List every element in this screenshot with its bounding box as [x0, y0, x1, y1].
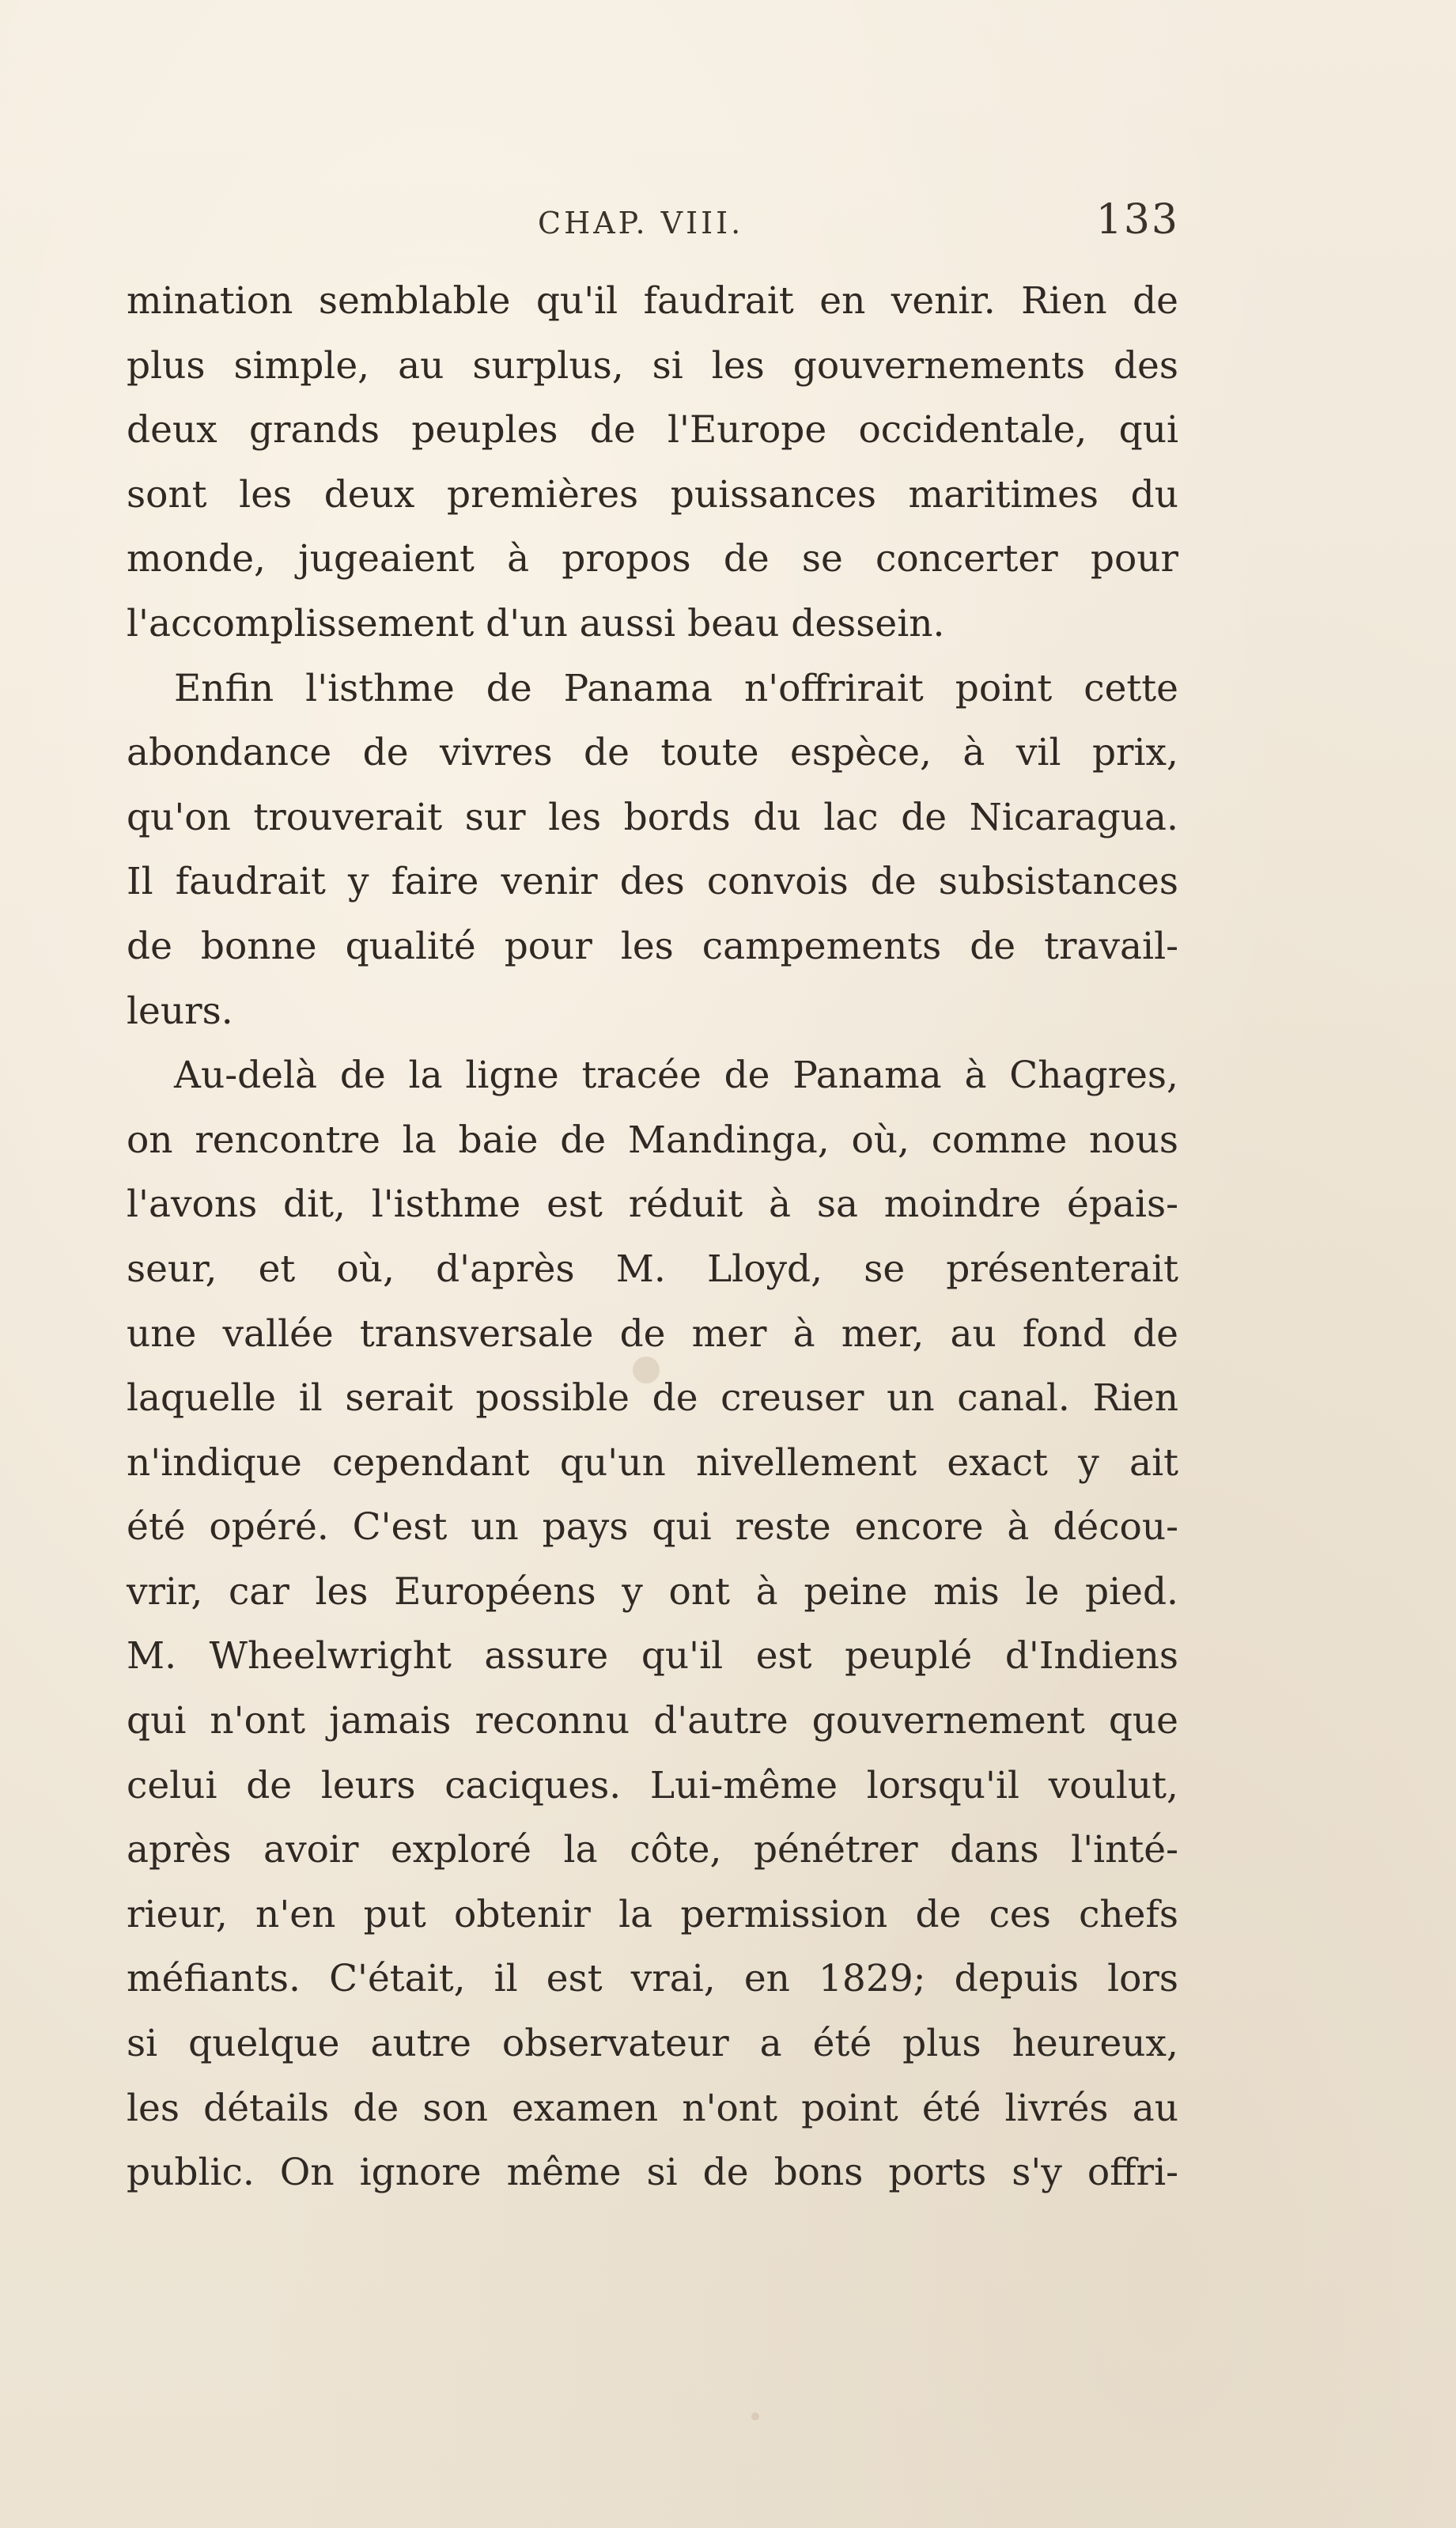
paragraph-start-line: Au-delà de la ligne tracée de Panama à Chagres, — [174, 1054, 1178, 1098]
text-line: les détails de son examen n'ont point été livrés au — [127, 2086, 1178, 2130]
text-line: une vallée transversale de mer à mer, au fond de — [127, 1311, 1178, 1356]
text-line: après avoir exploré la côte, pénétrer dans l'inté- — [127, 1828, 1178, 1872]
text-line: seur, et où, d'après M. Lloyd, se présenterait — [127, 1247, 1178, 1291]
text-line: leurs. — [127, 989, 233, 1033]
text-line: qui n'ont jamais reconnu d'autre gouvernement que — [127, 1699, 1178, 1743]
text-line: public. On ignore même si de bons ports s'y offri- — [127, 2151, 1178, 2195]
paragraph-start-line: Enfin l'isthme de Panama n'offrirait point cette — [174, 666, 1178, 710]
running-title: CHAP. VIII. — [538, 206, 744, 240]
text-line: sont les deux premières puissances maritimes du — [127, 472, 1178, 517]
text-line: plus simple, au surplus, si les gouvernements des — [127, 343, 1178, 388]
text-line: vrir, car les Européens y ont à peine mis le pied. — [127, 1569, 1178, 1614]
body-text — [127, 269, 1178, 2205]
running-head — [127, 196, 1179, 252]
text-line: n'indique cependant qu'un nivellement exact y ait — [127, 1440, 1178, 1485]
text-line: monde, jugeaient à propos de se concerter pour — [127, 537, 1178, 581]
foxing-spot — [751, 2413, 759, 2420]
text-line: qu'on trouverait sur les bords du lac de Nicaragua. — [127, 795, 1178, 839]
text-line: deux grands peuples de l'Europe occidentale, qui — [127, 408, 1178, 452]
text-line: mination semblable qu'il faudrait en venir. Rien de — [127, 279, 1178, 323]
page-number: 133 — [1095, 196, 1179, 244]
text-line: de bonne qualité pour les campements de travail- — [127, 924, 1178, 968]
text-line: l'accomplissement d'un aussi beau dessein. — [127, 601, 945, 645]
text-line: laquelle il serait possible de creuser un canal. Rien — [127, 1376, 1178, 1421]
text-line: rieur, n'en put obtenir la permission de ces chefs — [127, 1892, 1178, 1936]
text-line: méfiants. C'était, il est vrai, en 1829; depuis lors — [127, 1957, 1178, 2001]
text-line: si quelque autre observateur a été plus heureux, — [127, 2022, 1178, 2066]
text-line: l'avons dit, l'isthme est réduit à sa moindre épais- — [127, 1183, 1178, 1227]
text-line: celui de leurs caciques. Lui-même lorsqu'il voulut, — [127, 1763, 1178, 1807]
text-line: M. Wheelwright assure qu'il est peuplé d'Indiens — [127, 1634, 1178, 1678]
text-line: été opéré. C'est un pays qui reste encore à décou- — [127, 1505, 1178, 1550]
text-line: abondance de vivres de toute espèce, à vil prix, — [127, 731, 1178, 775]
text-line: Il faudrait y faire venir des convois de subsistances — [127, 860, 1178, 904]
text-line: on rencontre la baie de Mandinga, où, comme nous — [127, 1118, 1178, 1162]
